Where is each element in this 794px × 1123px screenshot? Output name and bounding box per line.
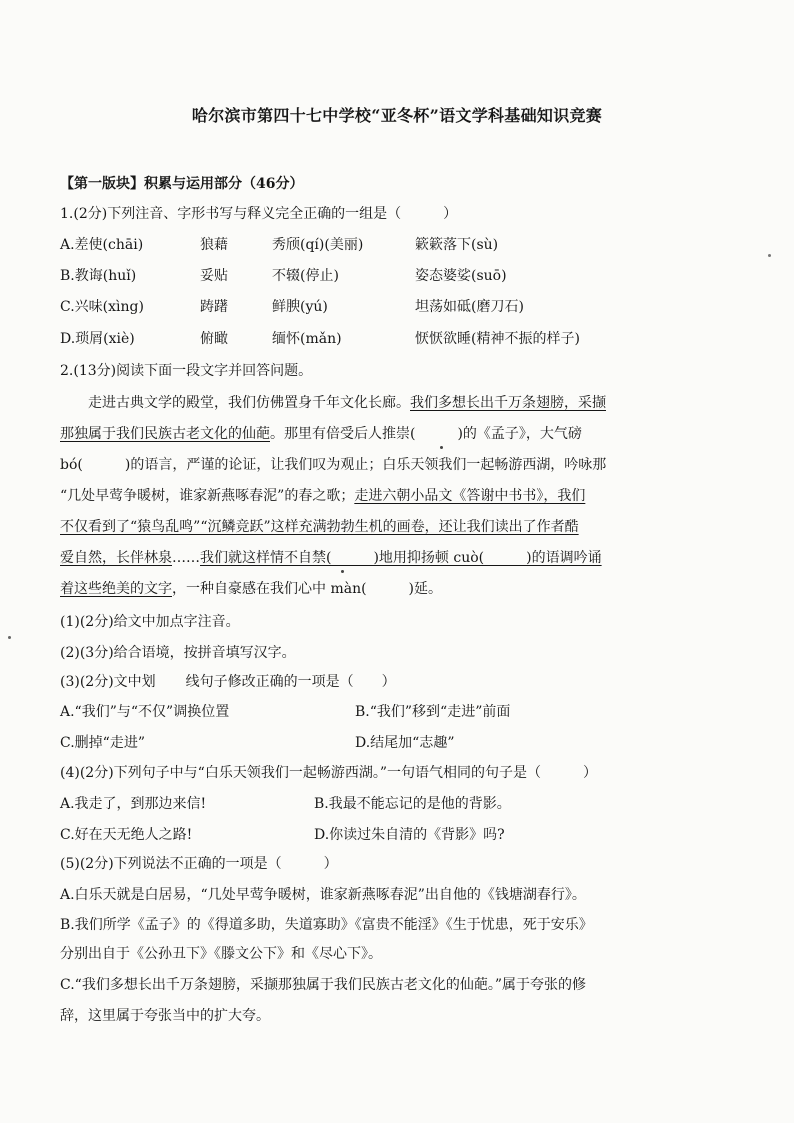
q1-a-word4: 簌簌落下(sù) xyxy=(415,237,499,253)
q1-d-word3: 缅怀(mǎn) xyxy=(272,331,342,347)
passage-line xyxy=(60,517,579,537)
emphasis-dot xyxy=(440,446,443,449)
q2-sub3-stem xyxy=(60,672,396,692)
q1-b-word2: 妥贴 xyxy=(200,268,228,284)
passage-text: “几处早莺争暖树，谁家新燕啄春泥”的春之歌； xyxy=(60,488,355,504)
q2-sub5-option-c: C.“我们多想长出千万条翅膀，采撷那独属于我们民族古老文化的仙葩。”属于夸张的修 xyxy=(60,977,586,993)
q1-d-label: D.琐屑(xiè) xyxy=(60,331,135,347)
q1-c-word4: 坦荡如砥(磨刀石) xyxy=(415,299,524,315)
q2-sub4-option-b: B.我最不能忘记的是他的背影。 xyxy=(314,796,511,812)
q2-sub5-option-a: A.白乐天就是白居易，“几处早莺争暖树，谁家新燕啄春泥”出自他的《钱塘湖春行》。 xyxy=(60,887,586,903)
sub3-stem-text: (3)(2分)文中划 xyxy=(60,674,156,690)
underlined-sentence: 我们多想长出千万条翅膀，采撷 xyxy=(410,395,606,411)
passage-text: 走进古典文学的殿堂，我们仿佛置身千年文化长廊。 xyxy=(88,395,410,411)
scan-speck xyxy=(8,636,11,639)
q1-stem: 1.(2分)下列注音、字形书写与释义完全正确的一组是（ ） xyxy=(60,206,458,222)
q2-sub4-option-c: C.好在天无绝人之路! xyxy=(60,827,193,843)
q2-sub3-option-d: D.结尾加“志趣” xyxy=(355,735,455,751)
q2-sub3-option-c: C.删掉“走进” xyxy=(60,735,145,751)
underlined-sentence: 不仅看到了“猿鸟乱鸣”“沉鳞竞跃”这样充满勃勃生机的画卷，还让我们读出了作者酷 xyxy=(60,519,579,535)
underlined-sentence: 那独属于我们民族古老文化的仙葩 xyxy=(60,426,270,442)
passage-text: 。那里有倍受后人推崇( )的《孟子》，大气磅 xyxy=(270,426,582,442)
underlined-sentence: 着这些绝美的文字 xyxy=(60,581,172,597)
q2-sub5-stem: (5)(2分)下列说法不正确的一项是（ ） xyxy=(60,856,338,872)
page-title: 哈尔滨市第四十七中学校“亚冬杯”语文学科基础知识竞赛 xyxy=(191,106,603,125)
underlined-sentence: 爱自然，长伴林泉 xyxy=(60,550,172,566)
q2-sub3-option-b: B.“我们”移到“走进”前面 xyxy=(355,704,511,720)
passage-line xyxy=(60,579,442,599)
emphasis-dot xyxy=(341,570,344,573)
q1-d-word2: 俯瞰 xyxy=(200,331,228,347)
q2-sub4-stem: (4)(2分)下列句子中与“白乐天领我们一起畅游西湖。”一句语气相同的句子是（ ） xyxy=(60,765,597,781)
q2-sub5-option-c-cont: 辞，这里属于夸张当中的扩大夸。 xyxy=(60,1008,270,1024)
passage-line xyxy=(60,424,582,444)
q1-b-word4: 姿态婆娑(suō) xyxy=(415,268,507,284)
passage-line: bó( )的语言，严谨的论证，让我们叹为观止；白乐天领我们一起畅游西湖，吟咏那 xyxy=(60,457,607,473)
passage-text: …… xyxy=(172,550,200,566)
underlined-sentence: 走进六朝小品文《答谢中书书》，我们 xyxy=(354,488,586,504)
q2-sub1: (1)(2分)给文中加点字注音。 xyxy=(60,614,240,630)
passage-line xyxy=(60,548,602,568)
q1-b-label: B.教诲(huǐ) xyxy=(60,268,137,284)
underlined-sentence: 我们就这样情不自禁( )地用抑扬顿 cuò( )的语调吟诵 xyxy=(200,550,602,566)
q2-sub4-option-d: D.你读过朱自清的《背影》吗? xyxy=(314,827,505,843)
q2-sub4-option-a: A.我走了，到那边来信! xyxy=(60,796,207,812)
q2-sub5-option-b: B.我们所学《孟子》的《得道多助，失道寡助》《富贵不能淫》《生于忧患，死于安乐》 xyxy=(60,917,593,933)
q1-a-label: A.差使(chāi) xyxy=(60,237,144,253)
q1-b-word3: 不辍(停止) xyxy=(272,268,339,284)
passage-line xyxy=(60,486,585,506)
passage-line xyxy=(88,393,606,413)
q1-a-word2: 狼藉 xyxy=(200,237,228,253)
q2-sub5-option-b-cont: 分别出自于《公孙丑下》《滕文公下》和《尽心下》。 xyxy=(60,946,382,962)
q1-c-word2: 踌躇 xyxy=(200,299,228,315)
q2-stem: 2.(13分)阅读下面一段文字并回答问题。 xyxy=(60,363,313,379)
underline-blank xyxy=(156,672,186,692)
sub3-stem-text: 线句子修改正确的一项是（ ） xyxy=(185,674,396,690)
q1-d-word4: 恹恹欲睡(精神不振的样子) xyxy=(415,331,580,347)
q2-sub3-option-a: A.“我们”与“不仅”调换位置 xyxy=(60,704,230,720)
q1-c-word3: 鲜腴(yú) xyxy=(272,299,328,315)
q1-c-label: C.兴味(xìng) xyxy=(60,299,144,315)
q1-a-word3: 秀颀(qí)(美丽) xyxy=(272,237,364,253)
passage-text: ，一种自豪感在我们心中 màn( )延。 xyxy=(172,581,443,597)
section-header: 【第一版块】积累与运用部分（46分） xyxy=(60,176,304,192)
q2-sub2: (2)(3分)给合语境，按拼音填写汉字。 xyxy=(60,645,296,661)
scan-speck xyxy=(768,254,771,257)
